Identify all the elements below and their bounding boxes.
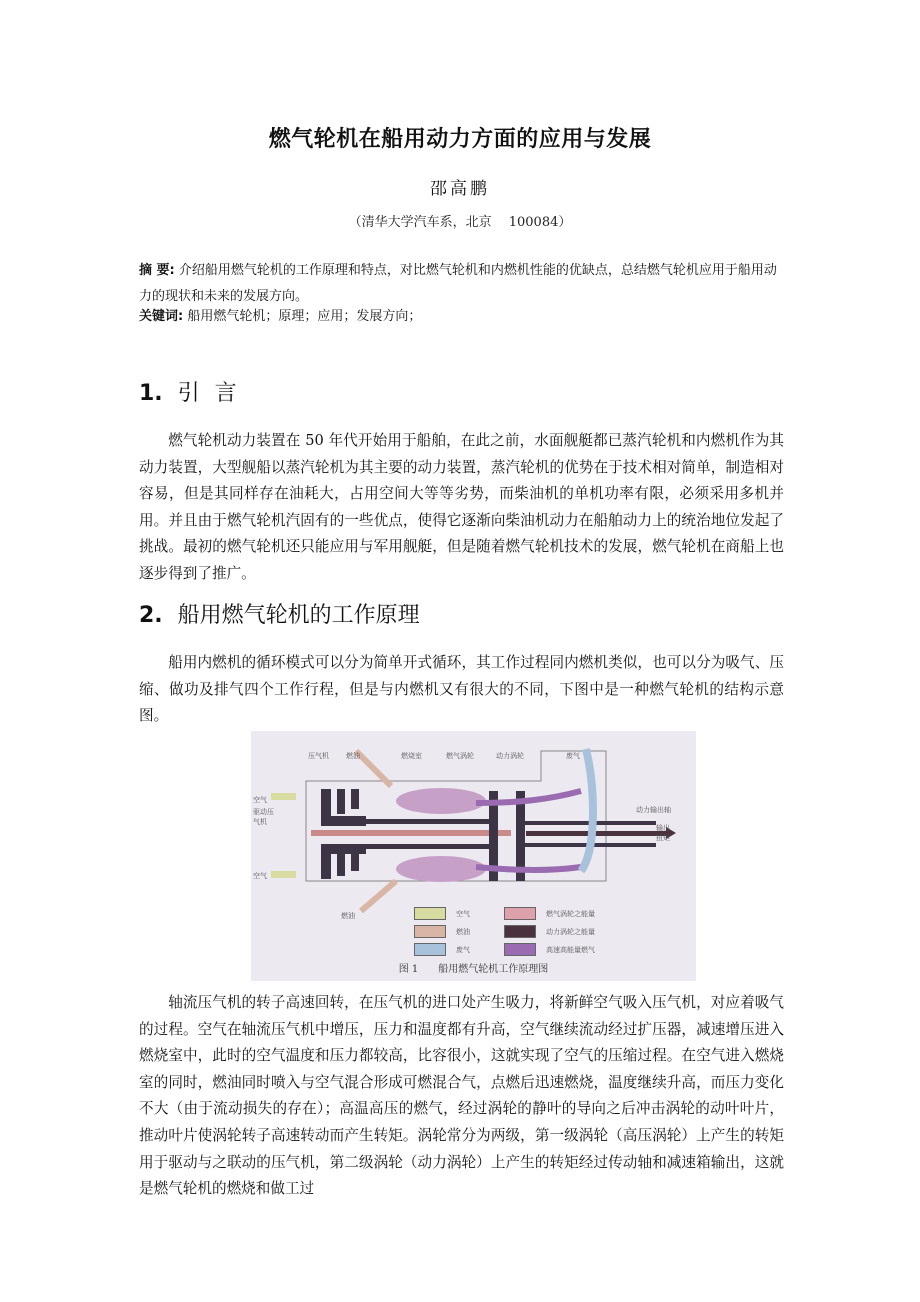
figure-caption: 图 1 船用燃气轮机工作原理图 bbox=[398, 964, 549, 975]
legend-swatch bbox=[504, 907, 536, 920]
legend-item: 高速高能量燃气 bbox=[504, 943, 595, 956]
paragraph: 船用内燃机的循环模式可以分为简单开式循环，其工作过程同内燃机类似，也可以分为吸气、压缩、做功及排气四个工作行程，但是与内燃机又有很大的不同，下图中是一种燃气轮机的结构示意图。 bbox=[139, 654, 784, 725]
legend-item: 动力涡轮之能量 bbox=[504, 925, 595, 938]
legend-swatch bbox=[414, 925, 446, 938]
paper-title: 燃气轮机在船用动力方面的应用与发展 bbox=[268, 127, 652, 152]
keywords bbox=[139, 307, 784, 327]
paragraph: 轴流压气机的转子高速回转，在压气机的进口处产生吸力，将新鲜空气吸入压气机，对应着吸气的过程。空气在轴流压气机中增压，压力和温度都有升高，空气继续流动经过扩压器，减速增压进入燃烧室中，此时的空气温度和压力都较高，比容很小，这就实现了空气的压缩过程。在空气进入燃烧室的同时，燃油同时喷入与空气混合形成可燃混合气，点燃后迅速燃烧，温度继续升高，而压力变化不大（由于流动损失的存在）；高温高压的燃气，经过涡轮的静叶的导向之后冲击涡轮的动叶叶片，推动叶片使涡轮转子高速转动而产生转矩。涡轮常分为两级，第一级涡轮（高压涡轮）上产生的转矩用于驱动与之联动的压气机，第二级涡轮（动力涡轮）上产生的转矩经过传动轴和减速箱输出，这就是燃气轮机的燃烧和做工过 bbox=[139, 994, 784, 1198]
section-heading-2: 2. 船用燃气轮机的工作原理 bbox=[139, 603, 420, 628]
keywords-label: 关键词: bbox=[139, 309, 184, 324]
turbine-schematic bbox=[251, 731, 696, 981]
legend-item: 燃油 bbox=[414, 925, 470, 938]
legend-swatch bbox=[414, 907, 446, 920]
keywords-text: 船用燃气轮机；原理；应用；发展方向； bbox=[187, 309, 422, 324]
legend-item: 废气 bbox=[414, 943, 470, 956]
legend-swatch bbox=[504, 925, 536, 938]
abstract-text: 介绍船用燃气轮机的工作原理和特点，对比燃气轮机和内燃机性能的优缺点，总结燃气轮机应用于船用动力的现状和未来的发展方向。 bbox=[139, 263, 777, 304]
section-heading-1: 1. 引 言 bbox=[139, 381, 241, 406]
legend-item: 燃气涡轮之能量 bbox=[504, 907, 595, 920]
legend-item: 空气 bbox=[414, 907, 470, 920]
author-name: 邵高鹏 bbox=[430, 179, 490, 199]
paragraph: 燃气轮机动力装置在 50 年代开始用于船舶，在此之前，水面舰艇都已蒸汽轮机和内燃机作为其动力装置，大型舰船以蒸汽轮机为其主要的动力装置，蒸汽轮机的优势在于技术相对简单，制造相对容易，但是其同样存在油耗大，占用空间大等等劣势，而柴油机的单机功率有限，必须采用多机并用。并且由于燃气轮机汽固有的一些优点，使得它逐渐向柴油机动力在船舶动力上的统治地位发起了挑战。最初的燃气轮机还只能应用与军用舰艇，但是随着燃气轮机技术的发展，燃气轮机在商船上也逐步得到了推广。 bbox=[139, 432, 784, 582]
abstract-label: 摘 要: bbox=[139, 263, 175, 278]
legend-swatch bbox=[504, 943, 536, 956]
gas-turbine-diagram: 压气机 燃油 燃烧室 燃气涡轮 动力涡轮 废气 空气 驱动压气机 空气 燃油 动力输出轴 输出扭矩 空气 燃油 废气 燃气涡轮之能量 动力涡轮之能量 高速高能量燃气 图 1 船用燃气轮机工作原理图 bbox=[251, 731, 696, 981]
legend-swatch bbox=[414, 943, 446, 956]
section-title: 引 言 bbox=[177, 381, 241, 406]
section-title: 船用燃气轮机的工作原理 bbox=[177, 603, 420, 628]
abstract bbox=[139, 258, 784, 310]
author-affiliation: （清华大学汽车系，北京 100084） bbox=[348, 215, 572, 230]
